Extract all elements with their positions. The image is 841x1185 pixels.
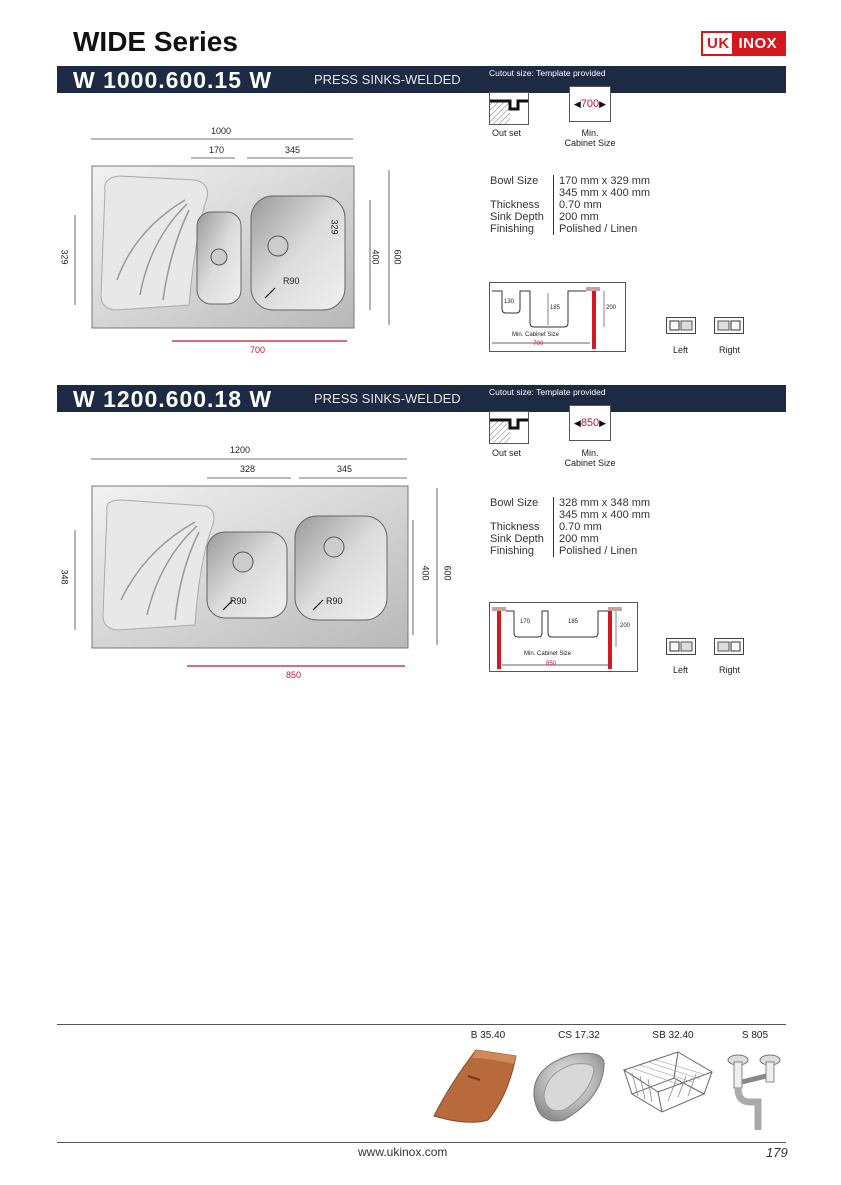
- spec-value: 0.70 mm: [559, 521, 602, 533]
- min-cabinet-label-line1: Min.: [581, 448, 599, 458]
- spec-row: [490, 211, 670, 223]
- spec-row: [490, 533, 670, 545]
- dim-radius-right: R90: [326, 596, 343, 606]
- spec-value: 200 mm: [559, 211, 599, 223]
- dim-depth-bowl: 400: [420, 565, 431, 581]
- drain-small: [211, 249, 227, 265]
- section-d2: 185: [568, 619, 579, 625]
- min-cabinet-value: 850: [580, 417, 600, 429]
- colander-image: [524, 1046, 608, 1128]
- series-title: WIDE Series: [73, 26, 238, 57]
- dim-height-left: 348: [59, 569, 70, 585]
- footer-divider: [57, 1142, 786, 1143]
- min-cabinet-value: 700: [580, 98, 600, 110]
- left-bowl: [207, 532, 287, 618]
- spec-row: [490, 509, 670, 521]
- orientation-right-icon: [714, 638, 744, 655]
- outset-icon: [489, 411, 529, 444]
- orientation-left-label: Left: [673, 665, 689, 675]
- accessory-code: S 805: [741, 1030, 769, 1041]
- spec-row: [490, 545, 670, 557]
- product-header-bar: [57, 66, 786, 93]
- section-drawing: [489, 282, 626, 352]
- dim-bowl2: 345: [337, 464, 353, 474]
- brand-logo-inox: INOX: [732, 33, 784, 54]
- spec-value: 170 mm x 329 mm: [559, 175, 651, 187]
- large-bowl: [251, 196, 345, 310]
- section-d3: 200: [606, 305, 617, 311]
- cutting-board-image: [428, 1046, 520, 1128]
- outset-icon: [489, 92, 529, 125]
- dim-side-small: 329: [329, 219, 340, 235]
- siphon-image: [724, 1046, 786, 1136]
- footer-website[interactable]: www.ukinox.com: [358, 1145, 448, 1159]
- cutout-label: Cutout size: Template provided: [489, 387, 606, 397]
- product-type: PRESS SINKS-WELDED: [314, 72, 461, 87]
- spec-value: 345 mm x 400 mm: [559, 509, 651, 521]
- orientation-right-label: Right: [719, 665, 741, 675]
- spec-value: 345 mm x 400 mm: [559, 187, 651, 199]
- section-d1: 170: [520, 619, 531, 625]
- spec-label: Thickness: [490, 199, 540, 211]
- spec-value: 0.70 mm: [559, 199, 602, 211]
- dim-radius-left: R90: [230, 596, 247, 606]
- basket-image: [618, 1046, 716, 1128]
- accessory-code: SB 32.40: [652, 1030, 694, 1041]
- section-cab-label: Min. Cabinet Size: [512, 332, 560, 338]
- brand-logo: [701, 31, 786, 56]
- section-drawing: [489, 602, 638, 672]
- page-number: 179: [766, 1145, 788, 1160]
- spec-row: [490, 223, 670, 235]
- accessory-code: B 35.40: [470, 1030, 506, 1041]
- section-d3: 200: [620, 623, 631, 629]
- section-d2: 185: [550, 305, 561, 311]
- dim-radius: R90: [283, 276, 300, 286]
- drain-left: [233, 552, 253, 572]
- dim-total: 1200: [230, 445, 251, 455]
- dim-height-left: 329: [59, 249, 70, 265]
- spec-row: [490, 199, 670, 211]
- product-model: W 1200.600.18 W: [73, 386, 273, 412]
- cutout-label: Cutout size: Template provided: [489, 68, 606, 78]
- spec-value: 328 mm x 348 mm: [559, 497, 651, 509]
- section-cab-value: 850: [546, 661, 557, 667]
- accessories-divider: [57, 1024, 786, 1025]
- dim-total: 1000: [211, 126, 232, 136]
- outset-label: Out set: [492, 128, 522, 138]
- min-cabinet-label-line2: Cabinet Size: [564, 458, 616, 468]
- spec-value: Polished / Linen: [559, 545, 638, 557]
- spec-row: [490, 175, 670, 187]
- min-cabinet-label: [562, 448, 618, 468]
- min-cabinet-icon: ◀ 700 ▶: [569, 86, 611, 122]
- brand-logo-uk: UK: [703, 33, 732, 54]
- spec-label: Sink Depth: [490, 533, 544, 545]
- orientation-right-label: Right: [719, 345, 741, 355]
- drain-large: [268, 236, 288, 256]
- spec-label: Finishing: [490, 223, 535, 235]
- dim-depth-total: 600: [442, 565, 453, 581]
- spec-table: [490, 497, 670, 559]
- spec-label: Finishing: [490, 545, 535, 557]
- spec-row: [490, 187, 670, 199]
- dim-bowl1: 170: [209, 145, 225, 155]
- product-header-bar: [57, 385, 786, 412]
- spec-row: [490, 521, 670, 533]
- sink-drawing: [55, 440, 455, 680]
- section-cab-label: Min. Cabinet Size: [524, 651, 572, 657]
- sink-drawing: [55, 120, 415, 360]
- spec-label: Thickness: [490, 521, 540, 533]
- drain-right: [324, 537, 344, 557]
- min-cabinet-label-line2: Cabinet Size: [564, 138, 616, 148]
- min-cabinet-label: [562, 128, 618, 148]
- dim-depth-total: 600: [392, 249, 403, 265]
- orientation-left-icon: [666, 638, 696, 655]
- min-cabinet-icon: ◀ 850 ▶: [569, 405, 611, 441]
- product-model: W 1000.600.15 W: [73, 67, 273, 93]
- spec-label: Bowl Size: [490, 497, 539, 509]
- orientation-left-icon: [666, 317, 696, 334]
- spec-label: Sink Depth: [490, 211, 544, 223]
- product-type: PRESS SINKS-WELDED: [314, 391, 461, 406]
- orientation-right-icon: [714, 317, 744, 334]
- spec-value: Polished / Linen: [559, 223, 638, 235]
- min-cabinet-label-line1: Min.: [581, 128, 599, 138]
- section-d1: 130: [504, 299, 515, 305]
- orientation-left-label: Left: [673, 345, 689, 355]
- accessory-code: CS 17.32: [558, 1030, 600, 1041]
- dim-depth-bowl: 400: [370, 249, 381, 265]
- outset-label: Out set: [492, 448, 522, 458]
- dim-cabinet: 700: [250, 345, 266, 355]
- spec-label: Bowl Size: [490, 175, 539, 187]
- dim-bowl2: 345: [285, 145, 301, 155]
- dim-bowl1: 328: [240, 464, 256, 474]
- dim-cabinet: 850: [286, 670, 302, 680]
- spec-row: [490, 497, 670, 509]
- spec-table: [490, 175, 670, 237]
- spec-value: 200 mm: [559, 533, 599, 545]
- section-cab-value: 700: [533, 341, 544, 347]
